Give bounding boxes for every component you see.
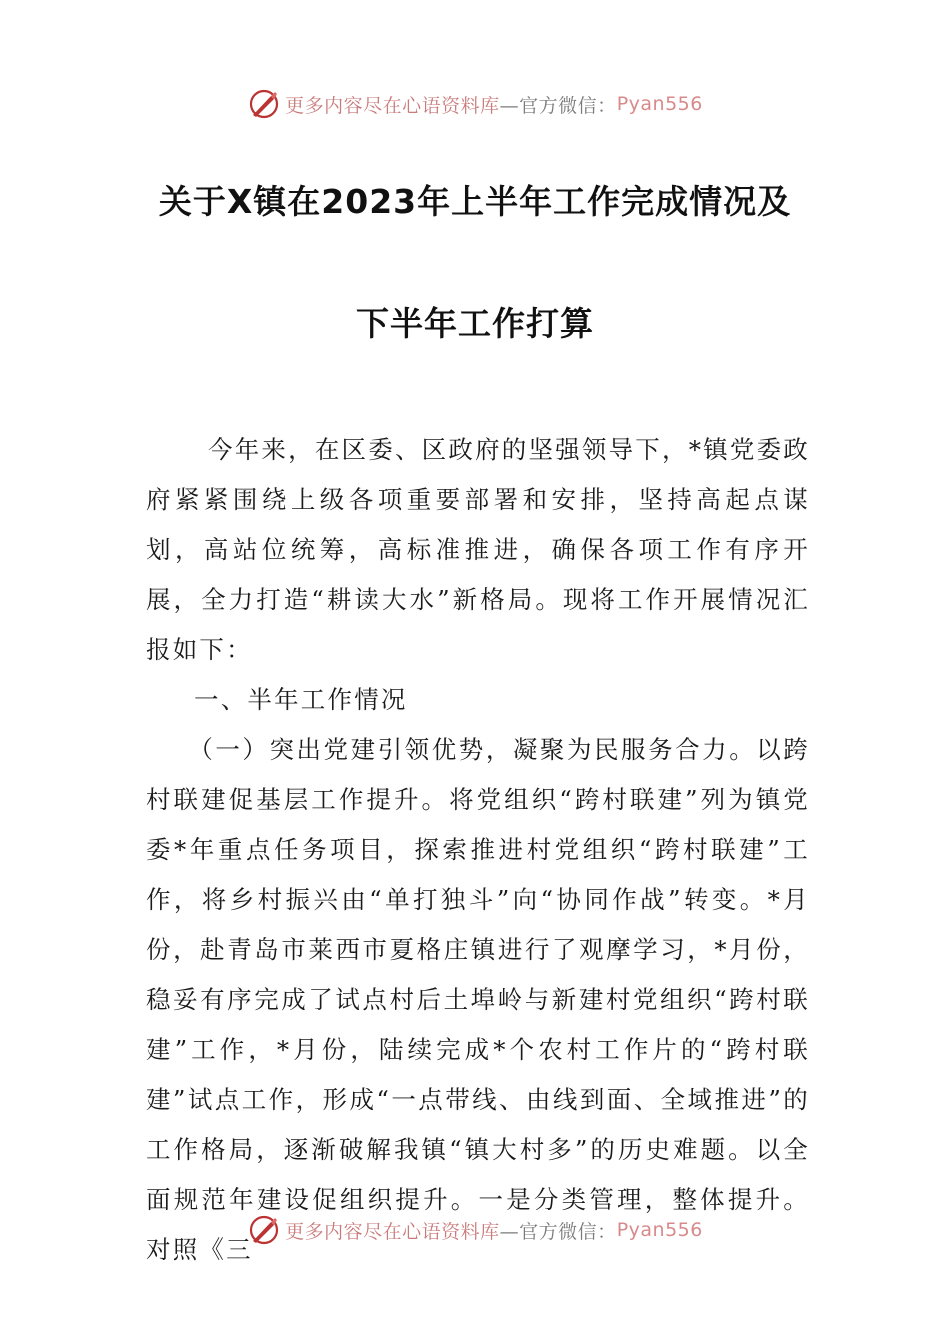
document-title-line2: 下半年工作打算	[356, 304, 594, 343]
section-paragraph-text: （一）突出党建引领优势，凝聚为民服务合力。以跨村联建促基层工作提升。将党组织“跨村联建”列为镇党委*年重点任务项目，探索推进村党组织“跨村联建”工作，将乡村振兴由“单打独斗”向“协同作战”转变。*月份，赴青岛市莱西市夏格庄镇进行了观摩学习，*月份，稳妥有序完成了试点村后土埠岭与新建村党组织“跨村联建”工作，*月份，陆续完成*个农村工作片的“跨村联建”试点工作，形成“一点带线、由线到面、全域推进”的工作格局，逐渐破解我镇“镇大村多”的历史难题。以全面规范年建设促组织提升。一是分类管理，整体提升。对照《三	[146, 735, 810, 1264]
watermark-separator: —官方微信：	[499, 1220, 617, 1243]
watermark-text: 更多内容尽在心语资料库	[285, 1220, 500, 1243]
intro-text: 今年来，在区委、区政府的坚强领导下，*镇党委政府紧紧围绕上级各项重要部署和安排，坚持高起点谋划，高站位统筹，高标准推进，确保各项工作有序开展，全力打造“耕读大水”新格局。现将工作开展情况汇报如下：	[146, 435, 810, 664]
section-heading: 一、半年工作情况	[194, 685, 408, 714]
section-paragraph	[146, 725, 810, 1275]
watermark-text: 更多内容尽在心语资料库	[285, 94, 500, 117]
watermark-wechat-id: Pyan556	[616, 1219, 703, 1241]
pen-logo-icon	[247, 87, 281, 121]
document-body	[146, 425, 810, 1275]
intro-paragraph	[146, 425, 810, 675]
watermark-banner-bottom	[0, 1210, 950, 1250]
watermark-banner-top	[0, 84, 950, 124]
pen-logo-icon	[247, 1213, 281, 1247]
watermark-wechat-id: Pyan556	[616, 93, 703, 115]
watermark-separator: —官方微信：	[499, 94, 617, 117]
document-title-line1: 关于X镇在2023年上半年工作完成情况及	[158, 182, 792, 221]
